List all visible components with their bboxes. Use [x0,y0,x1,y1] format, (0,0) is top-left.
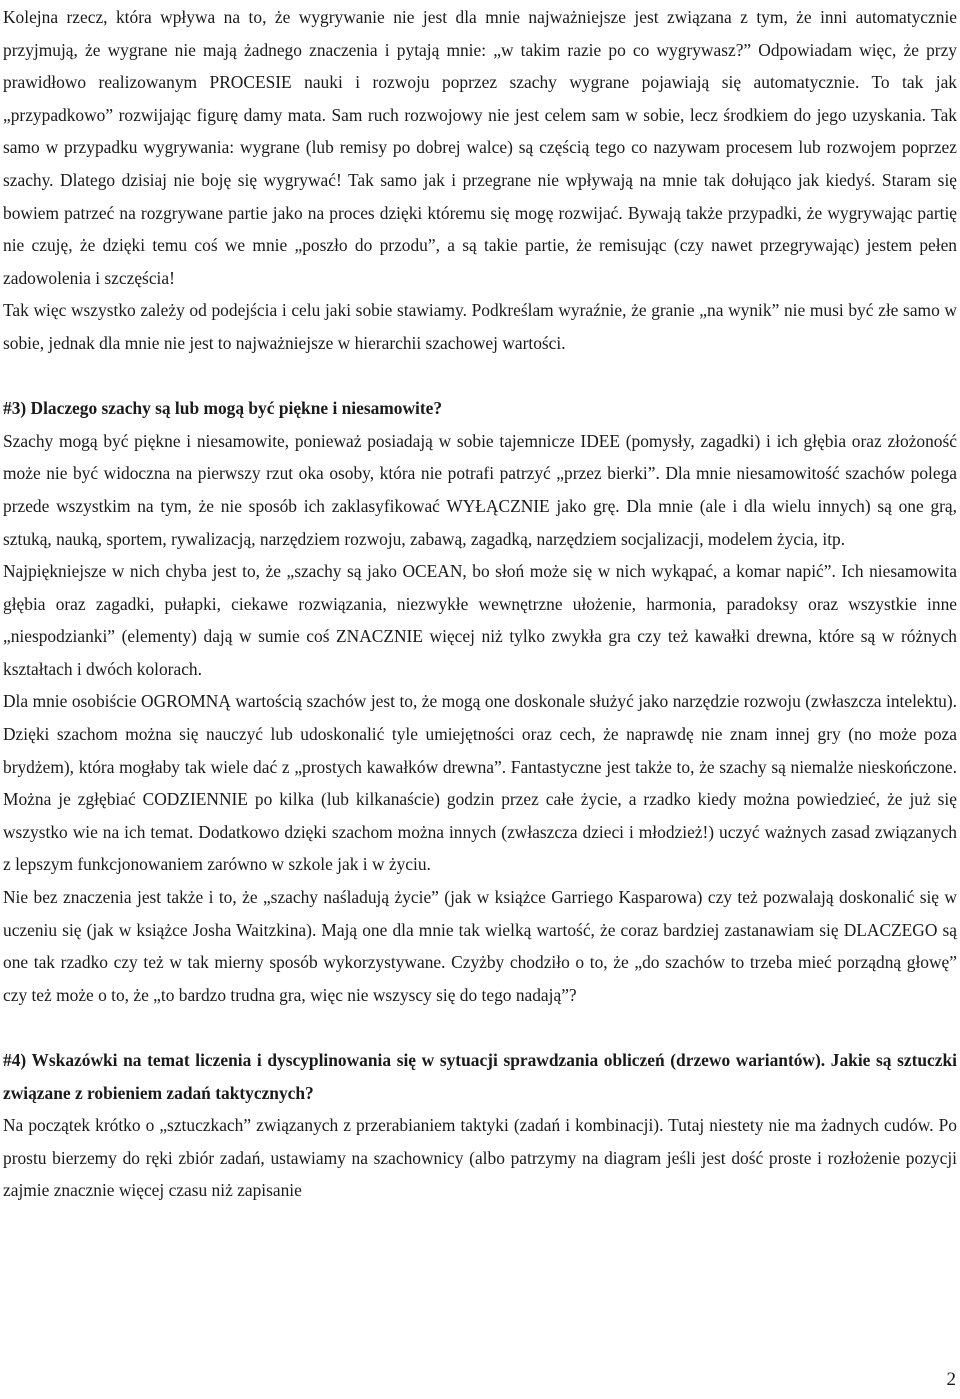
section-3-paragraph-life: Nie bez znaczenia jest także i to, że „szachy naśladują życie” (jak w książce Garriego Kasparowa) czy też pozwalają doskonalić się w uczeniu się (jak w książce Josha Waitzkina). Mają one dla mnie tak wielką wartość, że coraz bardziej zastanawiam się DLACZEGO są one tak rzadko czy też w tak mierny sposób wykorzystywane. Czyżby chodziło o to, że „do szachów to trzeba mieć porządną głowę” czy też może o to, że „to bardzo trudna gra, więc nie wszyscy się do tego nadają”? [3,887,957,1005]
section-4-heading: #4) Wskazówki na temat liczenia i dyscyplinowania się w sytuacji sprawdzania obliczeń (drzewo wariantów). Jakie są sztuczki związane z robieniem zadań taktycznych? [3,1050,957,1103]
section-3-heading: #3) Dlaczego szachy są lub mogą być piękne i niesamowite? [3,398,443,419]
section-3-paragraph-ideas: Szachy mogą być piękne i niesamowite, ponieważ posiadają w sobie tajemnicze IDEE (pomysły, zagadki) i ich głębia oraz złożoność może nie być widoczna na pierwszy rzut oka osoby, która nie potrafi patrzyć „przez bierki”. Dla mnie niesamowitość szachów polega przede wszystkim na tym, że nie sposób ich zaklasyfikować WYŁĄCZNIE jako grę. Dla mnie (ale i dla wielu innych) są one grą, sztuką, nauką, sportem, rywalizacją, narzędziem rozwoju, zabawą, zagadką, narzędziem socjalizacji, modelem życia, itp. [3,430,957,549]
page-number: 2 [946,1369,956,1390]
section-3-paragraph-ocean: Najpiękniejsze w nich chyba jest to, że „szachy są jako OCEAN, bo słoń może się w nich wykąpać, a komar napić”. Ich niesamowita głębia oraz zagadki, pułapki, ciekawe rozwiązania, niezwykłe wewnętrzne ułożenie, harmonia, paradoksy oraz wszystkie inne „niespodzianki” (elementy) dają w sumie coś ZNACZNIE więcej niż tylko zwykła gra czy też kawałki drewna, które są w różnych kształtach i dwóch kolorach. [3,561,957,679]
section-4-paragraph-tactics: Na początek krótko o „sztuczkach” związanych z przerabianiem taktyki (zadań i kombinacji). Tutaj niestety nie ma żadnych cudów. Po prostu bierzemy do ręki zbiór zadań, ustawiamy na szachownicy (albo patrzymy na diagram jeśli jest dość proste i rozłożenie pozycji zajmie znacznie więcej czasu niż zapisanie [3,1115,957,1201]
section-gap [3,360,957,393]
section-3-paragraph-development: Dla mnie osobiście OGROMNĄ wartością szachów jest to, że mogą one doskonale służyć jako narzędzie rozwoju (zwłaszcza intelektu). Dzięki szachom można się nauczyć lub udoskonalić tyle umiejętności oraz cech, że naprawdę nie znam innej gry (no może poza brydżem), która mogłaby tak wiele dać z „prostych kawałków drewna”. Fantastyczne jest także to, że szachy są niemalże nieskończone. Można je zgłębiać CODZIENNIE po kilka (lub kilkanaście) godzin przez całe życie, a rzadko kiedy można powiedzieć, że już się wszystko wie na ich temat. Dodatkowo dzięki szachom można innych (zwłaszcza dzieci i młodzież!) uczyć ważnych zasad związanych z lepszym funkcjonowaniem zarówno w szkole jak i w życiu. [3,691,957,875]
paragraph-winning-process: Kolejna rzecz, która wpływa na to, że wygrywanie nie jest dla mnie najważniejsze jest związana z tym, że inni automatycznie przyjmują, że wygrane nie mają żadnego znaczenia i pytają mnie: „w takim razie po co wygrywasz?” Odpowiadam więc, że przy prawidłowo realizowanym PROCESIE nauki i rozwoju poprzez szachy wygrane pojawiają się automatycznie. To tak jak „przypadkowo” rozwijając figurę damy mata. Sam ruch rozwojowy nie jest celem sam w sobie, lecz środkiem do jego uzyskania. Tak samo w przypadku wygrywania: wygrane (lub remisy po dobrej walce) są częścią tego co nazywam procesem lub rozwojem poprzez szachy. Dlatego dzisiaj nie boję się wygrywać! Tak samo jak i przegrane nie wpływają na mnie tak dołująco jak kiedyś. Staram się bowiem patrzeć na rozgrywane partie jako na proces dzięki któremu się mogę rozwijać. Bywają także przypadki, że wygrywając partię nie czuję, że dzięki temu coś we mnie „poszło do przodu”, a są takie partie, że remisując (czy nawet przegrywając) jestem pełen zadowolenia i szczęścia! [3,7,957,288]
document-body [3,1,957,1207]
section-gap [3,1011,957,1044]
paragraph-attitude: Tak więc wszystko zależy od podejścia i celu jaki sobie stawiamy. Podkreślam wyraźnie, że granie „na wynik” nie musi być złe samo w sobie, jednak dla mnie nie jest to najważniejsze w hierarchii szachowej wartości. [3,300,957,353]
